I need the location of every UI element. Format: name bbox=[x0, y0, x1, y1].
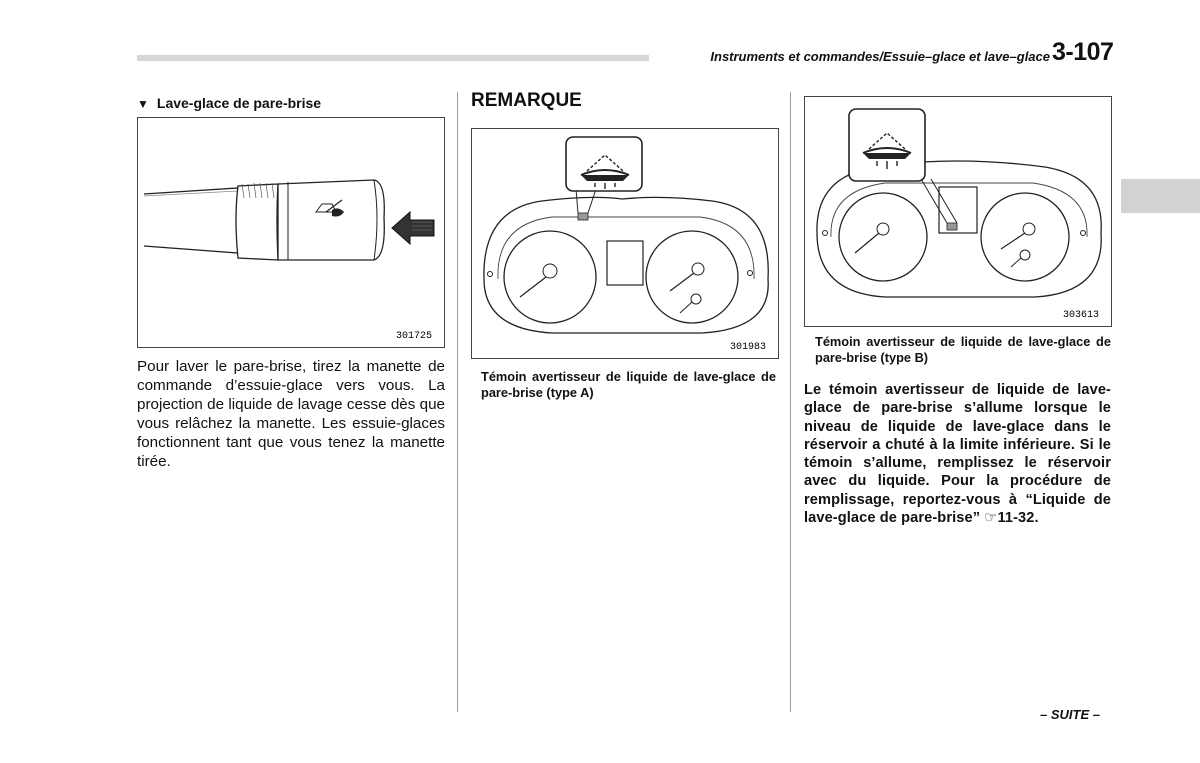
warning-light-paragraph bbox=[804, 381, 1111, 527]
column-divider-left bbox=[457, 92, 458, 712]
caption-type-a: Témoin avertisseur de liquide de lave-glace de pare-brise (type A) bbox=[481, 369, 776, 400]
figure-code: 301725 bbox=[396, 331, 433, 342]
washer-fluid-warning-lamp bbox=[947, 223, 957, 230]
section-marker-icon: ▼ bbox=[137, 97, 149, 111]
figure-code: 303613 bbox=[1063, 310, 1100, 321]
warning-light-text: Le témoin avertisseur de liquide de lave-glace de pare-brise s’allume lorsque le niveau de liquide de lave-glace dans le réservoir a chuté à la limite inférieure. Si le témoin s’allume, remplissez le réservoir avec du liquide. Pour la procédure de remplissage, reportez-vous à “Liquide de lave-glace de pare-brise” bbox=[804, 382, 1111, 527]
washer-fluid-warning-lamp bbox=[578, 213, 588, 220]
running-header-title: Instruments et commandes/Essuie–glace et lave–glace bbox=[710, 49, 1050, 64]
wash-instruction-paragraph: Pour laver le pare-brise, tirez la manette de commande d’essuie-glace vers vous. La projection de liquide de lavage cesse dès que vous relâchez la manette. Les essuie-glaces fonctionnent tant que vous tenez la manette tirée. bbox=[137, 358, 445, 470]
chapter-thumb-tab bbox=[1121, 179, 1200, 213]
remarque-heading: REMARQUE bbox=[471, 90, 582, 111]
page-reference-icon: ☞ bbox=[984, 510, 998, 527]
continued-marker: – SUITE – bbox=[1040, 707, 1100, 722]
column-divider-right bbox=[790, 92, 791, 712]
header-rule bbox=[137, 55, 649, 61]
figure-cluster-type-b bbox=[804, 96, 1112, 327]
pull-arrow-icon bbox=[392, 212, 434, 244]
cluster-type-b-illustration bbox=[805, 97, 1111, 326]
cluster-type-a-illustration bbox=[472, 129, 778, 358]
figure-cluster-type-a bbox=[471, 128, 779, 359]
figure-wiper-lever bbox=[137, 117, 445, 348]
page-number: 3-107 bbox=[1052, 38, 1114, 66]
section-heading bbox=[137, 95, 321, 111]
caption-type-b: Témoin avertisseur de liquide de lave-glace de pare-brise (type B) bbox=[815, 334, 1111, 365]
page-reference: 11-32. bbox=[997, 510, 1039, 527]
wiper-lever-illustration bbox=[138, 118, 444, 347]
section-title: Lave-glace de pare-brise bbox=[156, 95, 322, 111]
figure-code: 301983 bbox=[730, 342, 767, 353]
